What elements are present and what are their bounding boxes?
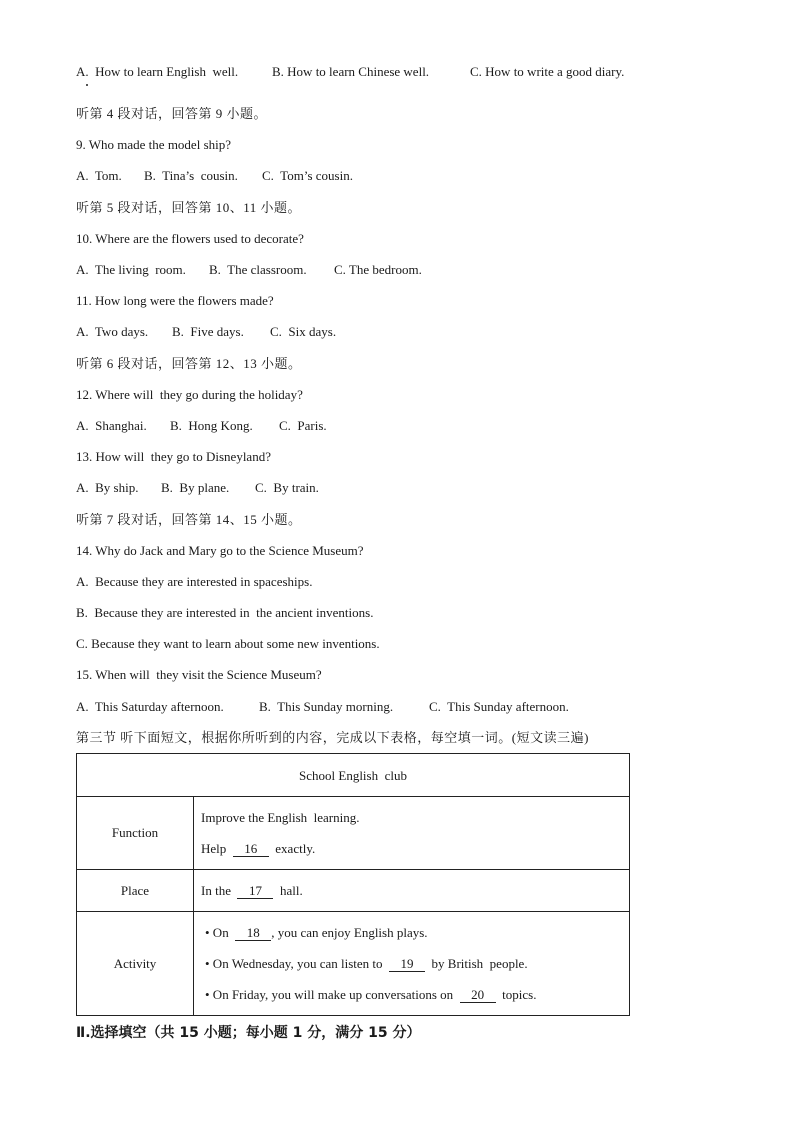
blank-20[interactable]: 20 [460, 988, 496, 1003]
q13-option-a: A. By ship. [76, 480, 139, 495]
activity-1-pre: • On [205, 925, 236, 940]
table-divider [77, 796, 629, 797]
q9-option-c: C. Tom’s cousin. [262, 168, 353, 183]
q11-option-c: C. Six days. [270, 324, 337, 339]
q12-option-c: C. Paris. [279, 418, 327, 433]
blank-17[interactable]: 17 [237, 884, 273, 899]
q15-option-c: C. This Sunday afternoon. [429, 699, 569, 714]
q10-stem: 10. Where are the flowers used to decorate? [76, 231, 304, 246]
activity-3-post: topics. [495, 987, 537, 1002]
q11-option-b: B. Five days. [172, 324, 244, 339]
q15-stem: 15. When will they visit the Science Museum? [76, 667, 322, 682]
q10-option-b: B. The classroom. [209, 262, 307, 277]
q13-option-b: B. By plane. [161, 480, 230, 495]
dialog7-instruction: 听第 7 段对话，回答第 14、15 小题。 [76, 512, 302, 527]
dialog5-instruction: 听第 5 段对话，回答第 10、11 小题。 [76, 200, 302, 215]
q15-option-a: A. This Saturday afternoon. [76, 699, 224, 714]
q13-option-c: C. By train. [255, 480, 319, 495]
q12-option-a: A. Shanghai. [76, 418, 147, 433]
q11-option-a: A. Two days. [76, 324, 149, 339]
q12-option-b: B. Hong Kong. [170, 418, 253, 433]
q14-option-c: C. Because they want to learn about some new inventions. [76, 636, 380, 651]
q10-option-a: A. The living room. [76, 262, 186, 277]
q12-stem: 12. Where will they go during the holiday? [76, 387, 303, 402]
q11-stem: 11. How long were the flowers made? [76, 293, 274, 308]
activity-3-pre: • On Friday, you will make up conversations on [205, 987, 460, 1002]
activity-2-post: by British people. [425, 956, 528, 971]
q15-option-b: B. This Sunday morning. [259, 699, 394, 714]
activity-item-1 [205, 925, 428, 941]
table-column-divider [193, 796, 194, 1015]
table-divider [77, 869, 629, 870]
table-divider [77, 911, 629, 912]
activity-1-post: , you can enjoy English plays. [271, 925, 428, 940]
stray-mark [86, 84, 88, 86]
table-title: School English club [299, 768, 407, 783]
q13-stem: 13. How will they go to Disneyland? [76, 449, 271, 464]
q9-stem: 9. Who made the model ship? [76, 137, 232, 152]
dialog4-instruction: 听第 4 段对话，回答第 9 小题。 [76, 106, 268, 121]
place-value [201, 883, 303, 899]
function-line1: Improve the English learning. [201, 810, 360, 825]
function-label: Function [111, 825, 159, 840]
q8-option-a: A. How to learn English well. [76, 64, 239, 79]
q9-option-b: B. Tina’s cousin. [144, 168, 238, 183]
place-post: hall. [273, 883, 303, 898]
q8-option-c: C. How to write a good diary. [470, 64, 625, 79]
q10-option-c: C. The bedroom. [334, 262, 422, 277]
blank-16[interactable]: 16 [233, 842, 269, 857]
blank-19[interactable]: 19 [389, 957, 425, 972]
section2-heading: Ⅱ.选择填空（共 15 小题；每小题 1 分，满分 15 分） [76, 1025, 421, 1041]
part3-instructions: 第三节 听下面短文，根据你所听到的内容，完成以下表格，每空填一词。(短文读三遍) [76, 730, 589, 745]
q14-stem: 14. Why do Jack and Mary go to the Science Museum? [76, 543, 364, 558]
activity-label: Activity [113, 956, 157, 971]
english-club-table [76, 753, 630, 1016]
function-line2-post: exactly. [268, 841, 316, 856]
activity-item-2 [205, 956, 528, 972]
function-line2 [201, 841, 315, 857]
function-line2-pre: Help [201, 841, 233, 856]
q9-option-a: A. Tom. [76, 168, 122, 183]
place-pre: In the [201, 883, 238, 898]
activity-item-3 [205, 987, 536, 1003]
blank-18[interactable]: 18 [235, 926, 271, 941]
q8-option-b: B. How to learn Chinese well. [272, 64, 430, 79]
place-label: Place [120, 883, 150, 898]
q14-option-a: A. Because they are interested in spaceships. [76, 574, 313, 589]
activity-2-pre: • On Wednesday, you can listen to [205, 956, 390, 971]
q14-option-b: B. Because they are interested in the ancient inventions. [76, 605, 374, 620]
dialog6-instruction: 听第 6 段对话，回答第 12、13 小题。 [76, 356, 302, 371]
